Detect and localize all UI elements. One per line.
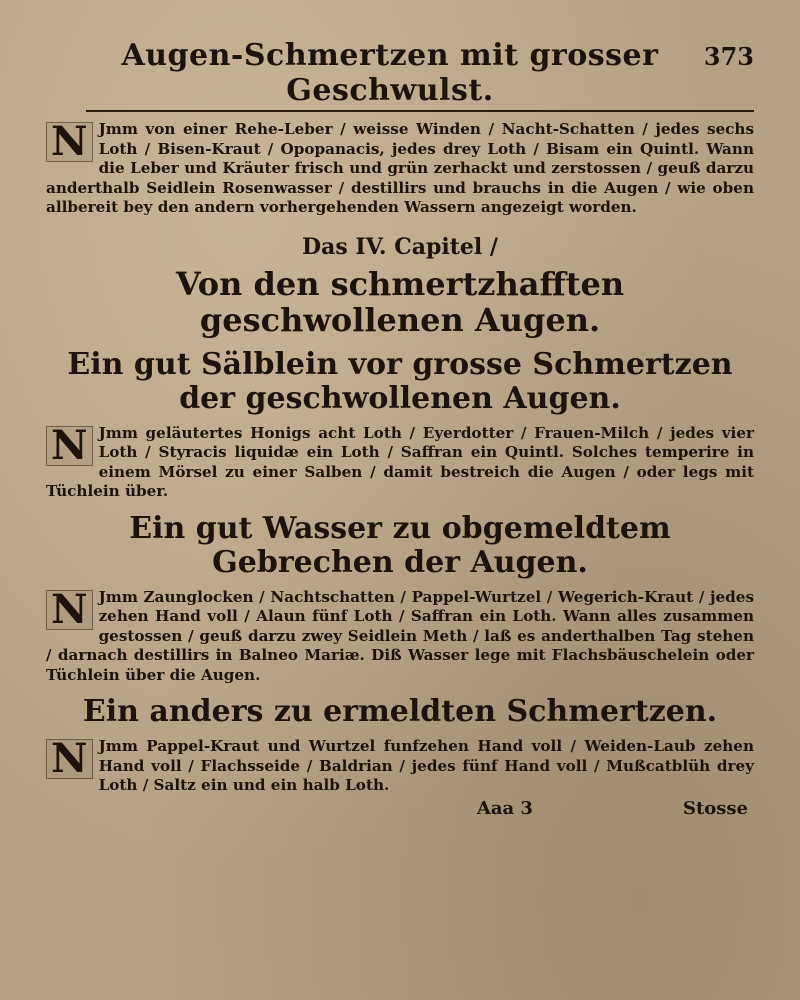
drop-cap: N xyxy=(46,426,93,466)
recipe-paragraph xyxy=(46,421,754,502)
recipe-paragraph xyxy=(46,737,754,796)
paragraph-text: Jmm geläutertes Honigs acht Loth / Eyerdotter / Frauen-Milch / jedes vier Loth / Styracis liquidæ ein Loth / Saffran ein Quintl. Solches temperire in einem Mörsel zu einer Salben / damit bestreich die Augen / oder legs mit Tüchlein über. xyxy=(46,423,754,500)
recipe-heading: Ein gut Wasser zu obgemeldtem Gebrechen der Augen. xyxy=(129,510,671,580)
paragraph-text: Jmm Pappel-Kraut und Wurtzel funfzehen Hand voll / Weiden-Laub zehen Hand voll / Flachsseide / Baldrian / jedes fünf Hand voll / Mußcatblüh drey Loth / Saltz ein und ein halb Loth. xyxy=(98,737,754,794)
intro-paragraph xyxy=(46,120,754,218)
drop-cap: N xyxy=(46,739,93,779)
chapter-number: Das IV. Capitel / xyxy=(302,233,498,260)
recipe-heading: Ein anders zu ermeldten Schmertzen. xyxy=(82,694,718,729)
drop-cap: N xyxy=(46,122,93,162)
page-number: 373 xyxy=(703,42,754,71)
catchword: Stosse xyxy=(682,797,748,819)
drop-cap: N xyxy=(46,590,93,630)
page-footer xyxy=(46,798,754,819)
paragraph-text: Jmm Zaunglocken / Nachtschatten / Pappel-Wurtzel / Wegerich-Kraut / jedes zehen Hand voll / Alaun fünf Loth / Saffran ein Loth. Wann alles zusammen gestossen / geuß darzu zwey Seidlein Meth / laß es anderthalben Tag stehen / darnach destillirs in Balneo Mariæ. Diß Wasser lege mit Flachsbäuschelein oder Tüchlein über die Augen. xyxy=(46,587,754,684)
signature-mark: Aaa 3 xyxy=(476,797,533,819)
recipe-paragraph xyxy=(46,585,754,686)
running-title: Augen-Schmertzen mit grosser Geschwulst. xyxy=(121,38,659,108)
paragraph-text: Jmm von einer Rehe-Leber / weisse Winden / Nacht-Schatten / jedes sechs Loth / Bisen-Kraut / Opopanacis, jedes drey Loth / Bisam ein Quintl. Wann die Leber und Kräuter frisch und grün zerhackt und zerstossen / geuß darzu anderthalb Seidlein Rosenwasser / destillirs und brauchs in die Augen / wie oben allbereit bey den andern vorhergehenden Wassern angezeigt worden. xyxy=(46,120,754,216)
recipe-heading: Ein gut Sälblein vor grosse Schmertzen der geschwollenen Augen. xyxy=(67,346,733,416)
chapter-title: Von den schmertzhafften geschwollenen Augen. xyxy=(175,264,625,339)
running-header xyxy=(86,38,754,112)
